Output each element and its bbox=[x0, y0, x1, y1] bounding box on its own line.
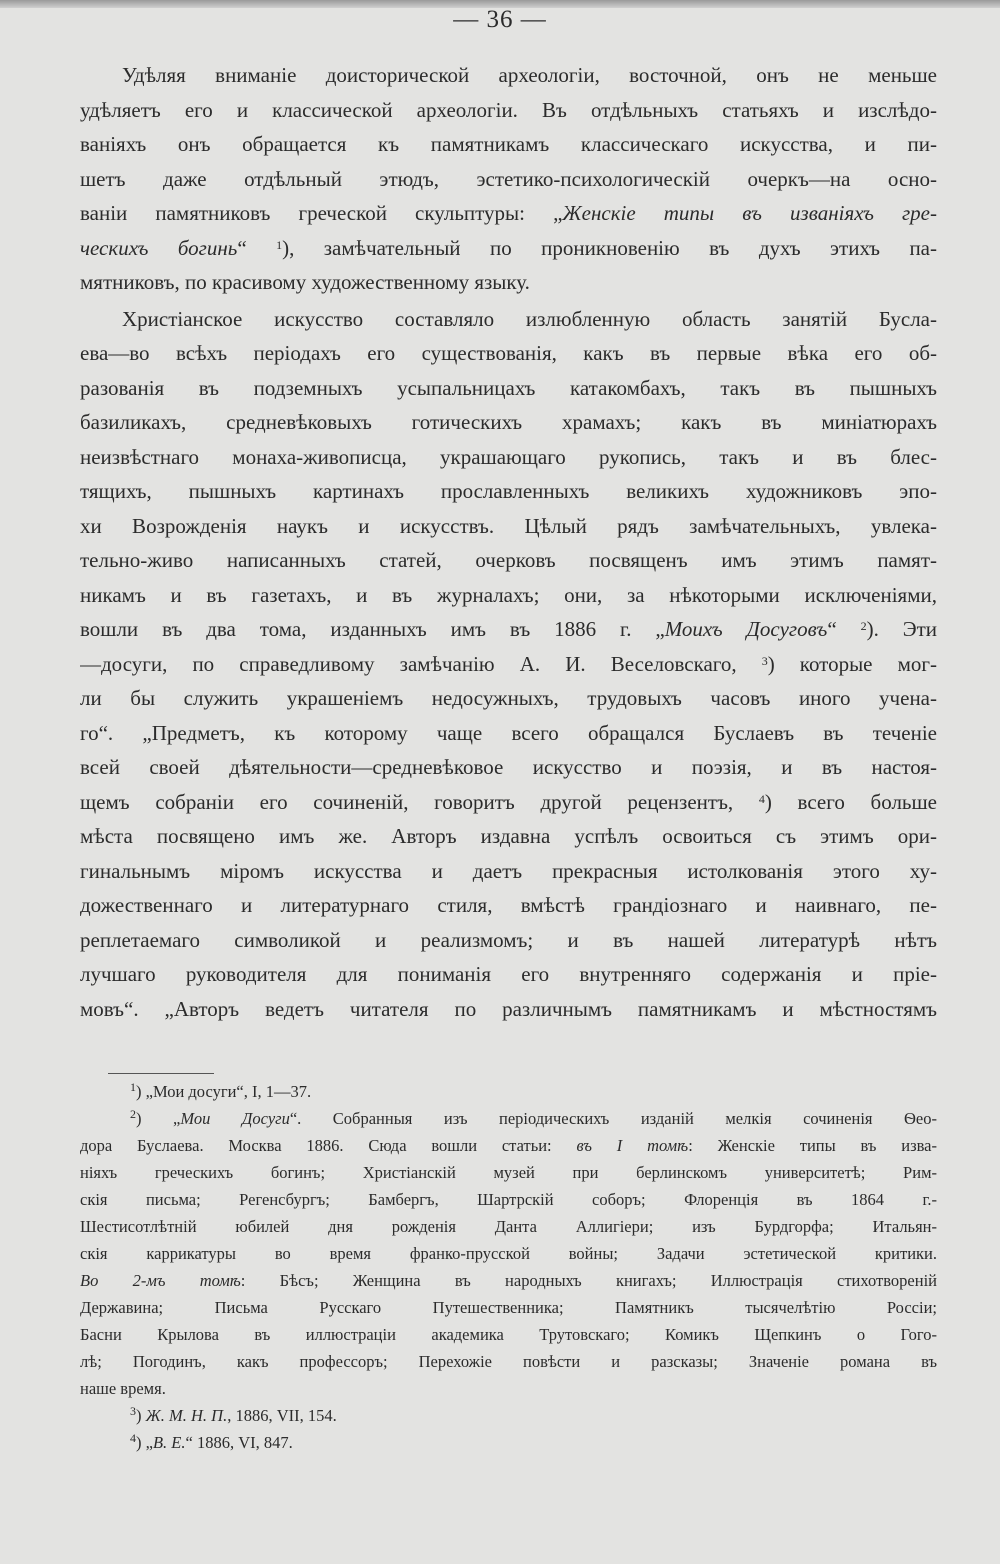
text-line: лучшаго руководителя для пониманія его внутренняго содержанія и пріе- bbox=[80, 962, 937, 986]
text-line: тельно-живо написанныхъ статей, очерковъ посвященъ имъ этимъ памят- bbox=[80, 548, 937, 572]
text-line: реплетаемаго символикой и реализмомъ; и въ нашей литературѣ нѣтъ bbox=[80, 927, 937, 952]
text-line: ваніяхъ онъ обращается къ памятникамъ классическаго искусства, и пи- bbox=[80, 132, 937, 156]
text-line: тящихъ, пышныхъ картинахъ прославленныхъ великихъ художниковъ эпо- bbox=[80, 479, 937, 503]
text-line: хи Возрожденія наукъ и искусствъ. Цѣлый рядъ замѣчательныхъ, увлека- bbox=[80, 513, 937, 538]
italic-title: Моихъ Досуговъ bbox=[664, 617, 828, 641]
footnote-ref[interactable]: 1 bbox=[276, 237, 283, 252]
footnote-line: дора Буслаева. Москва 1886. Сюда вошли статьи: въ I томѣ: Женскіе типы въ изва- bbox=[80, 1136, 937, 1155]
footnote-3: $^3$) Ж. М. Н. П., 1886, VII, 154. bbox=[130, 1404, 337, 1425]
footnote-2: $^2$) „Мои Досуги“. Собранныя изъ періодическихъ изданій мелкія сочиненія Ѳео- bbox=[130, 1107, 937, 1128]
footnote-1: $^1$) „Мои досуги“, I, 1—37. bbox=[130, 1080, 312, 1101]
page-number: — 36 — bbox=[453, 6, 547, 33]
text-line: вошли въ два тома, изданныхъ имъ въ 1886 г. „Моихъ Досуговъ“ $^2$). Эти bbox=[80, 617, 937, 641]
text-line: Христіанское искусство составляло излюбленную область занятій Бусла- bbox=[122, 306, 937, 331]
footnote-ref[interactable]: 3 bbox=[761, 653, 768, 668]
footnote-divider bbox=[108, 1073, 214, 1074]
footnote-line: лѣ; Погодинъ, какъ профессоръ; Перехожіе повѣсти и разсказы; Значеніе романа въ bbox=[80, 1352, 937, 1371]
footnote-line: Басни Крылова въ иллюстраціи академика Трутовскаго; Комикъ Щепкинъ о Гого- bbox=[80, 1325, 937, 1344]
text-line: удѣляетъ его и классической археологіи. Въ отдѣльныхъ статьяхъ и изслѣдо- bbox=[80, 97, 937, 122]
footnote-line: скія письма; Регенсбургъ; Бамбергъ, Шартрскій соборъ; Флоренція въ 1864 г.- bbox=[80, 1190, 937, 1209]
text-line: базиликахъ, средневѣковыхъ готическихъ храмахъ; какъ въ миніатюрахъ bbox=[80, 410, 937, 434]
text-line: ли бы служить украшеніемъ недосужныхъ, трудовыхъ часовъ иного учена- bbox=[80, 686, 937, 710]
footnote-line: скія каррикатуры во время франко-прусской войны; Задачи эстетической критики. bbox=[80, 1244, 937, 1263]
text-line: ева—во всѣхъ періодахъ его существованія, какъ въ первые вѣка его об- bbox=[80, 341, 937, 365]
text-line: шетъ даже отдѣльный этюдъ, эстетико-психологическій очеркъ—на осно- bbox=[80, 166, 937, 191]
main-text bbox=[80, 58, 937, 1026]
text-line: —досуги, по справедливому замѣчанію А. И. Веселовскаго, $^3$) которые мог- bbox=[80, 651, 937, 676]
footnote-ref[interactable]: 2 bbox=[860, 619, 867, 633]
italic-title: Женскіе типы въ изваніяхъ гре- bbox=[562, 201, 937, 225]
text-line: мовъ“. „Авторъ ведетъ читателя по различнымъ памятникамъ и мѣстностямъ bbox=[80, 996, 937, 1021]
footnotes bbox=[80, 1078, 937, 1456]
text-line: никамъ и въ газетахъ, и въ журналахъ; они, за нѣкоторыми исключеніями, bbox=[80, 582, 937, 607]
text-line: неизвѣстнаго монаха-живописца, украшающаго рукопись, такъ и въ блес- bbox=[80, 444, 937, 469]
footnote-line: ніяхъ греческихъ богинъ; Христіанскій музей при берлинскомъ университетѣ; Рим- bbox=[80, 1163, 937, 1182]
text-line: мѣста посвящено имъ же. Авторъ издавна успѣлъ освоиться съ этимъ ори- bbox=[80, 824, 937, 848]
footnote-4: $^4$) „В. Е.“ 1886, VI, 847. bbox=[130, 1431, 293, 1452]
text-line: разованія въ подземныхъ усыпальницахъ катакомбахъ, такъ въ пышныхъ bbox=[80, 375, 937, 400]
footnote-line: наше время. bbox=[80, 1379, 166, 1398]
text-line: гинальнымъ міромъ искусства и даетъ прекрасныя истолкованія этого ху- bbox=[80, 858, 937, 883]
text-line: го“. „Предметъ, къ которому чаще всего обращался Буслаевъ въ теченіе bbox=[80, 720, 937, 745]
text-line: ваніи памятниковъ греческой скульптуры: „Женскіе типы въ изваніяхъ гре- bbox=[80, 201, 937, 225]
text-line: всей своей дѣятельности—средневѣковое искусство и поэзія, и въ настоя- bbox=[80, 755, 937, 779]
footnote-line: Шестисотлѣтній юбилей дня рожденія Данта Аллигіери; изъ Бурдгорфа; Итальян- bbox=[80, 1217, 937, 1236]
text-line: ческихъ богинь“ $^1$), замѣчательный по проникновенію въ духъ этихъ па- bbox=[80, 235, 937, 260]
text-line: дожественнаго и литературнаго стиля, вмѣстѣ грандіознаго и наивнаго, пе- bbox=[80, 893, 937, 917]
footnote-ref[interactable]: 4 bbox=[758, 791, 765, 806]
text-line: мятниковъ, по красивому художественному языку. bbox=[80, 270, 530, 294]
footnote-line: Державина; Письма Русскаго Путешественника; Памятникъ тысячелѣтію Россіи; bbox=[80, 1298, 937, 1317]
italic-title: ческихъ богинь bbox=[80, 235, 238, 260]
text-line: Удѣляя вниманіе доисторической археологіи, восточной, онъ не меньше bbox=[122, 63, 937, 87]
footnote-line: Во 2-мъ томѣ: Бѣсъ; Женщина въ народныхъ книгахъ; Иллюстрація стихотвореній bbox=[80, 1271, 937, 1290]
text-line: щемъ собраніи его сочиненій, говоритъ другой рецензентъ, $^4$) всего больше bbox=[80, 789, 937, 814]
